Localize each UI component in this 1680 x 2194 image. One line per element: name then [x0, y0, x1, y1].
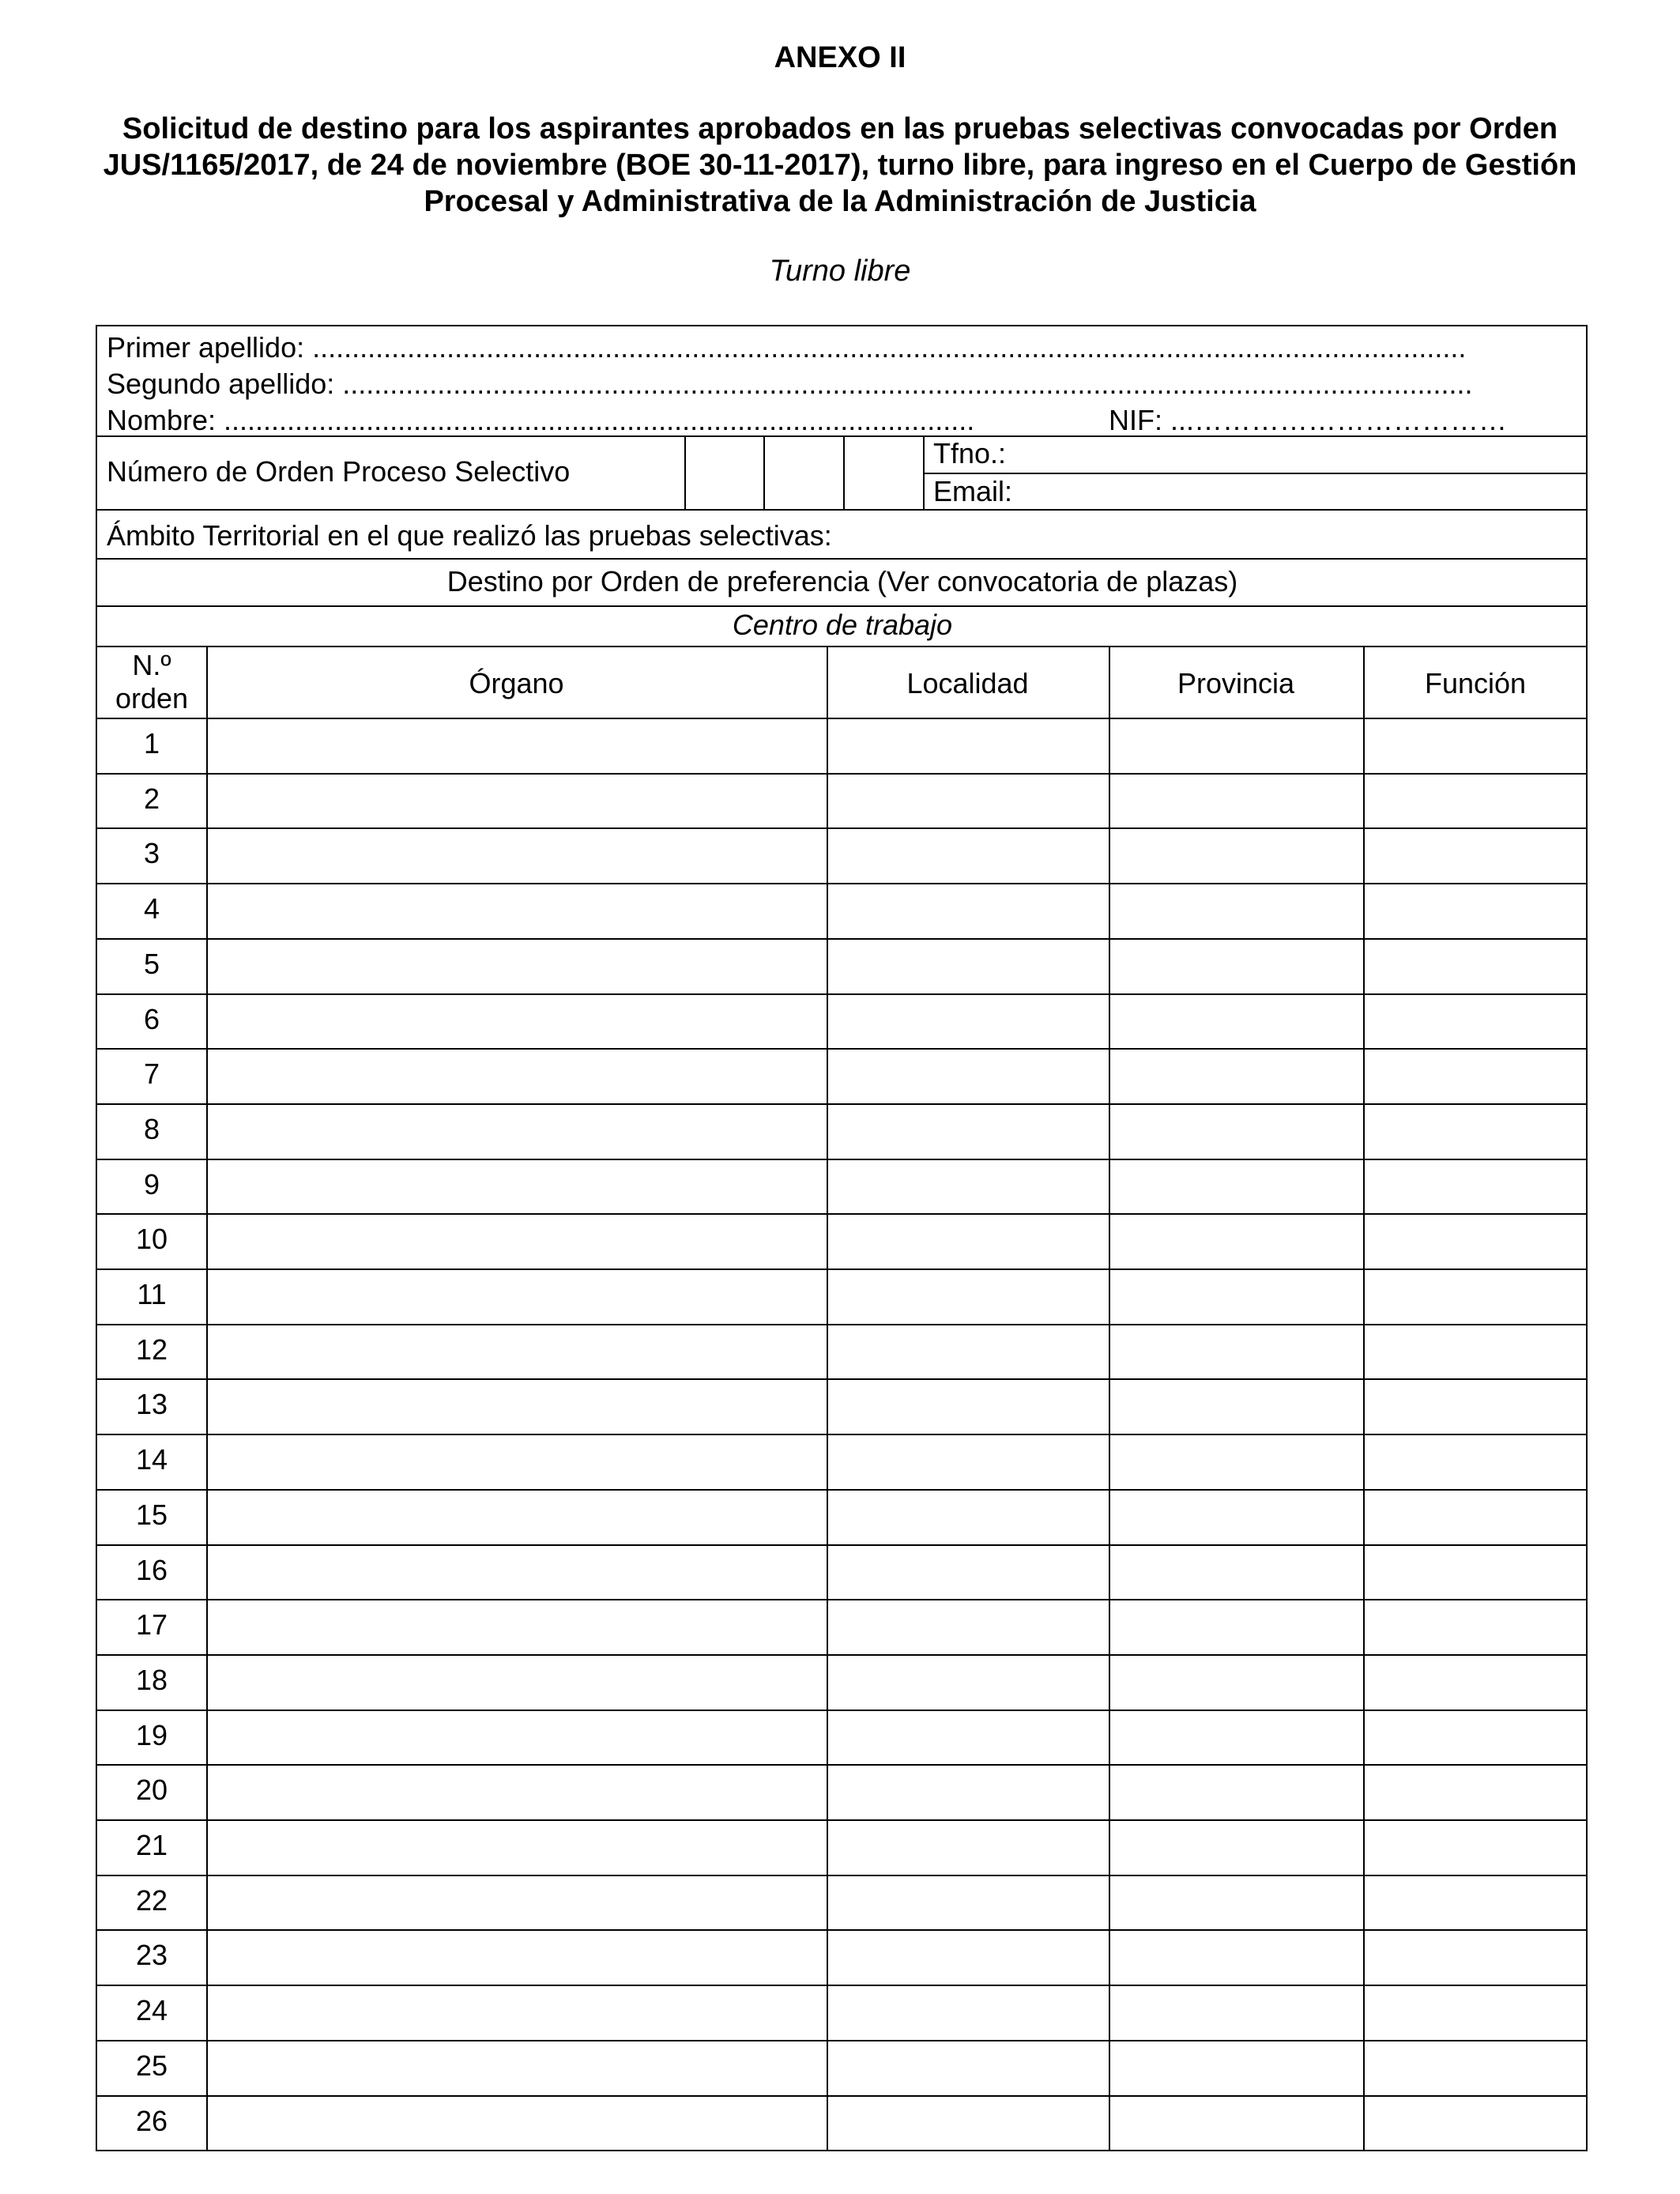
order-digit-box-3[interactable]	[845, 437, 923, 508]
localidad-cell[interactable]	[828, 1656, 1109, 1709]
organo-cell[interactable]	[208, 940, 827, 993]
col-organo-header: Órgano	[469, 667, 564, 699]
organo-cell[interactable]	[208, 1325, 827, 1378]
provincia-cell[interactable]	[1110, 2041, 1363, 2094]
funcion-cell[interactable]	[1365, 884, 1586, 937]
col-order-number-header	[97, 649, 206, 715]
funcion-cell[interactable]	[1365, 1050, 1586, 1103]
localidad-cell[interactable]	[828, 1986, 1109, 2039]
localidad-cell[interactable]	[828, 1931, 1109, 1984]
provincia-cell[interactable]	[1110, 1215, 1363, 1268]
divider	[97, 605, 1588, 607]
row-number: 9	[143, 1167, 160, 1201]
funcion-cell[interactable]	[1365, 1931, 1586, 1984]
localidad-cell[interactable]	[828, 1821, 1109, 1874]
row-number: 5	[143, 947, 160, 980]
row-number: 25	[135, 2049, 168, 2082]
form-table	[96, 325, 1588, 2151]
funcion-cell[interactable]	[1365, 2097, 1586, 2150]
localidad-cell[interactable]	[828, 940, 1109, 993]
row-number: 18	[135, 1663, 168, 1696]
divider	[923, 473, 1588, 474]
row-number: 1	[143, 727, 160, 760]
provincia-cell[interactable]	[1110, 1876, 1363, 1929]
organo-cell[interactable]	[208, 1435, 827, 1488]
localidad-cell[interactable]	[828, 1105, 1109, 1158]
nif-field[interactable]: NIF: ...……………………………	[1109, 404, 1507, 436]
col-localidad-header: Localidad	[906, 667, 1029, 699]
provincia-cell[interactable]	[1110, 1270, 1363, 1323]
funcion-cell[interactable]	[1365, 1546, 1586, 1599]
email-field[interactable]: Email:	[933, 475, 1013, 507]
provincia-cell[interactable]	[1110, 1325, 1363, 1378]
workplace-heading: Centro de trabajo	[732, 609, 953, 641]
provincia-cell[interactable]	[1110, 1931, 1363, 1984]
localidad-cell[interactable]	[828, 1491, 1109, 1544]
funcion-cell[interactable]	[1365, 1986, 1586, 2039]
provincia-cell[interactable]	[1110, 1160, 1363, 1213]
localidad-cell[interactable]	[828, 2097, 1109, 2150]
order-number-label: Número de Orden Proceso Selectivo	[107, 455, 571, 488]
localidad-cell[interactable]	[828, 1270, 1109, 1323]
second-surname-field[interactable]: Segundo apellido: ...............................................................................................................................................	[107, 368, 1473, 400]
row-number: 26	[135, 2104, 168, 2137]
provincia-cell[interactable]	[1110, 1711, 1363, 1764]
provincia-cell[interactable]	[1110, 719, 1363, 772]
document-subtitle: Turno libre	[769, 254, 911, 288]
localidad-cell[interactable]	[828, 1160, 1109, 1213]
organo-cell[interactable]	[208, 1546, 827, 1599]
row-number: 22	[135, 1883, 168, 1917]
provincia-cell[interactable]	[1110, 1050, 1363, 1103]
funcion-cell[interactable]	[1365, 1711, 1586, 1764]
provincia-cell[interactable]	[1110, 1105, 1363, 1158]
row-number: 2	[143, 782, 160, 815]
provincia-cell[interactable]	[1110, 884, 1363, 937]
localidad-cell[interactable]	[828, 719, 1109, 772]
organo-cell[interactable]	[208, 1160, 827, 1213]
funcion-cell[interactable]	[1365, 2041, 1586, 2094]
localidad-cell[interactable]	[828, 1325, 1109, 1378]
provincia-cell[interactable]	[1110, 940, 1363, 993]
row-number: 17	[135, 1608, 168, 1642]
localidad-cell[interactable]	[828, 995, 1109, 1048]
row-number: 16	[135, 1553, 168, 1586]
provincia-cell[interactable]	[1110, 1766, 1363, 1819]
order-digit-box-1[interactable]	[686, 437, 763, 508]
provincia-cell[interactable]	[1110, 1435, 1363, 1488]
provincia-cell[interactable]	[1110, 1821, 1363, 1874]
provincia-cell[interactable]	[1110, 1380, 1363, 1433]
row-number: 7	[143, 1057, 160, 1091]
col-funcion-header: Función	[1424, 667, 1527, 699]
organo-cell[interactable]	[208, 2041, 827, 2094]
destination-preference-heading: Destino por Orden de preferencia (Ver convocatoria de plazas)	[446, 565, 1238, 598]
name-field[interactable]: Nombre: ...............................................................................................	[107, 404, 975, 436]
row-number: 10	[135, 1223, 168, 1256]
funcion-cell[interactable]	[1365, 940, 1586, 993]
organo-cell[interactable]	[208, 1600, 827, 1653]
provincia-cell[interactable]	[1110, 1986, 1363, 2039]
localidad-cell[interactable]	[828, 1600, 1109, 1653]
document-title: Solicitud de destino para los aspirantes aprobados en las pruebas selectivas convocadas por Orden JUS/1165/2017, de 24 de noviembre (BOE 30-11-2017), turno libre, para ingreso en el Cuerpo de Gestión Procesal y Administrativa de la Administración de Justicia	[103, 112, 1577, 218]
organo-cell[interactable]	[208, 1711, 827, 1764]
provincia-cell[interactable]	[1110, 775, 1363, 827]
organo-cell[interactable]	[208, 829, 827, 882]
col-order-number-line1: N.º	[132, 649, 171, 681]
provincia-cell[interactable]	[1110, 1656, 1363, 1709]
row-number: 23	[135, 1939, 168, 1972]
funcion-cell[interactable]	[1365, 1380, 1586, 1433]
funcion-cell[interactable]	[1365, 1105, 1586, 1158]
funcion-cell[interactable]	[1365, 719, 1586, 772]
divider	[97, 558, 1588, 560]
row-number: 21	[135, 1829, 168, 1861]
localidad-cell[interactable]	[828, 1711, 1109, 1764]
organo-cell[interactable]	[208, 2097, 827, 2150]
organo-cell[interactable]	[208, 884, 827, 937]
organo-cell[interactable]	[208, 719, 827, 772]
funcion-cell[interactable]	[1365, 1491, 1586, 1544]
funcion-cell[interactable]	[1365, 1215, 1586, 1268]
organo-cell[interactable]	[208, 1931, 827, 1984]
funcion-cell[interactable]	[1365, 1876, 1586, 1929]
row-number: 12	[135, 1333, 168, 1366]
localidad-cell[interactable]	[828, 2041, 1109, 2094]
localidad-cell[interactable]	[828, 775, 1109, 827]
organo-cell[interactable]	[208, 1766, 827, 1819]
organo-cell[interactable]	[208, 1215, 827, 1268]
provincia-cell[interactable]	[1110, 2097, 1363, 2150]
row-number: 15	[135, 1498, 168, 1531]
row-number: 20	[135, 1774, 168, 1807]
divider	[97, 509, 1588, 511]
organo-cell[interactable]	[208, 775, 827, 827]
row-number: 4	[143, 892, 160, 925]
organo-cell[interactable]	[208, 1105, 827, 1158]
phone-field[interactable]: Tfno.:	[933, 437, 1007, 469]
organo-cell[interactable]	[208, 1491, 827, 1544]
territorial-scope-field[interactable]: Ámbito Territorial en el que realizó las pruebas selectivas:	[107, 519, 832, 552]
provincia-cell[interactable]	[1110, 1546, 1363, 1599]
organo-cell[interactable]	[208, 1050, 827, 1103]
funcion-cell[interactable]	[1365, 995, 1586, 1048]
localidad-cell[interactable]	[828, 1876, 1109, 1929]
localidad-cell[interactable]	[828, 1380, 1109, 1433]
funcion-cell[interactable]	[1365, 1325, 1586, 1378]
provincia-cell[interactable]	[1110, 1491, 1363, 1544]
row-number: 19	[135, 1718, 168, 1751]
localidad-cell[interactable]	[828, 1050, 1109, 1103]
funcion-cell[interactable]	[1365, 775, 1586, 827]
funcion-cell[interactable]	[1365, 1435, 1586, 1488]
provincia-cell[interactable]	[1110, 829, 1363, 882]
col-provincia-header: Provincia	[1177, 667, 1295, 699]
order-digit-box-2[interactable]	[765, 437, 843, 508]
localidad-cell[interactable]	[828, 829, 1109, 882]
funcion-cell[interactable]	[1365, 1656, 1586, 1709]
provincia-cell[interactable]	[1110, 995, 1363, 1048]
funcion-cell[interactable]	[1365, 829, 1586, 882]
localidad-cell[interactable]	[828, 1435, 1109, 1488]
annex-heading: ANEXO II	[774, 41, 906, 74]
localidad-cell[interactable]	[828, 1215, 1109, 1268]
funcion-cell[interactable]	[1365, 1600, 1586, 1653]
organo-cell[interactable]	[208, 1270, 827, 1323]
row-number: 24	[135, 1994, 168, 2027]
organo-cell[interactable]	[208, 1821, 827, 1874]
row-number: 11	[137, 1278, 167, 1310]
localidad-cell[interactable]	[828, 1766, 1109, 1819]
localidad-cell[interactable]	[828, 1546, 1109, 1599]
organo-cell[interactable]	[208, 995, 827, 1048]
row-number: 8	[143, 1112, 160, 1145]
funcion-cell[interactable]	[1365, 1270, 1586, 1323]
organo-cell[interactable]	[208, 1876, 827, 1929]
organo-cell[interactable]	[208, 1986, 827, 2039]
provincia-cell[interactable]	[1110, 1600, 1363, 1653]
funcion-cell[interactable]	[1365, 1766, 1586, 1819]
row-number: 6	[143, 1002, 160, 1035]
funcion-cell[interactable]	[1365, 1821, 1586, 1874]
first-surname-field[interactable]: Primer apellido: ..................................................................................................................................................	[107, 331, 1467, 364]
row-number: 3	[143, 837, 160, 870]
organo-cell[interactable]	[208, 1380, 827, 1433]
row-number: 14	[135, 1443, 168, 1476]
localidad-cell[interactable]	[828, 884, 1109, 937]
organo-cell[interactable]	[208, 1656, 827, 1709]
row-number: 13	[135, 1388, 168, 1421]
col-order-number-line2: orden	[115, 682, 189, 714]
funcion-cell[interactable]	[1365, 1160, 1586, 1213]
